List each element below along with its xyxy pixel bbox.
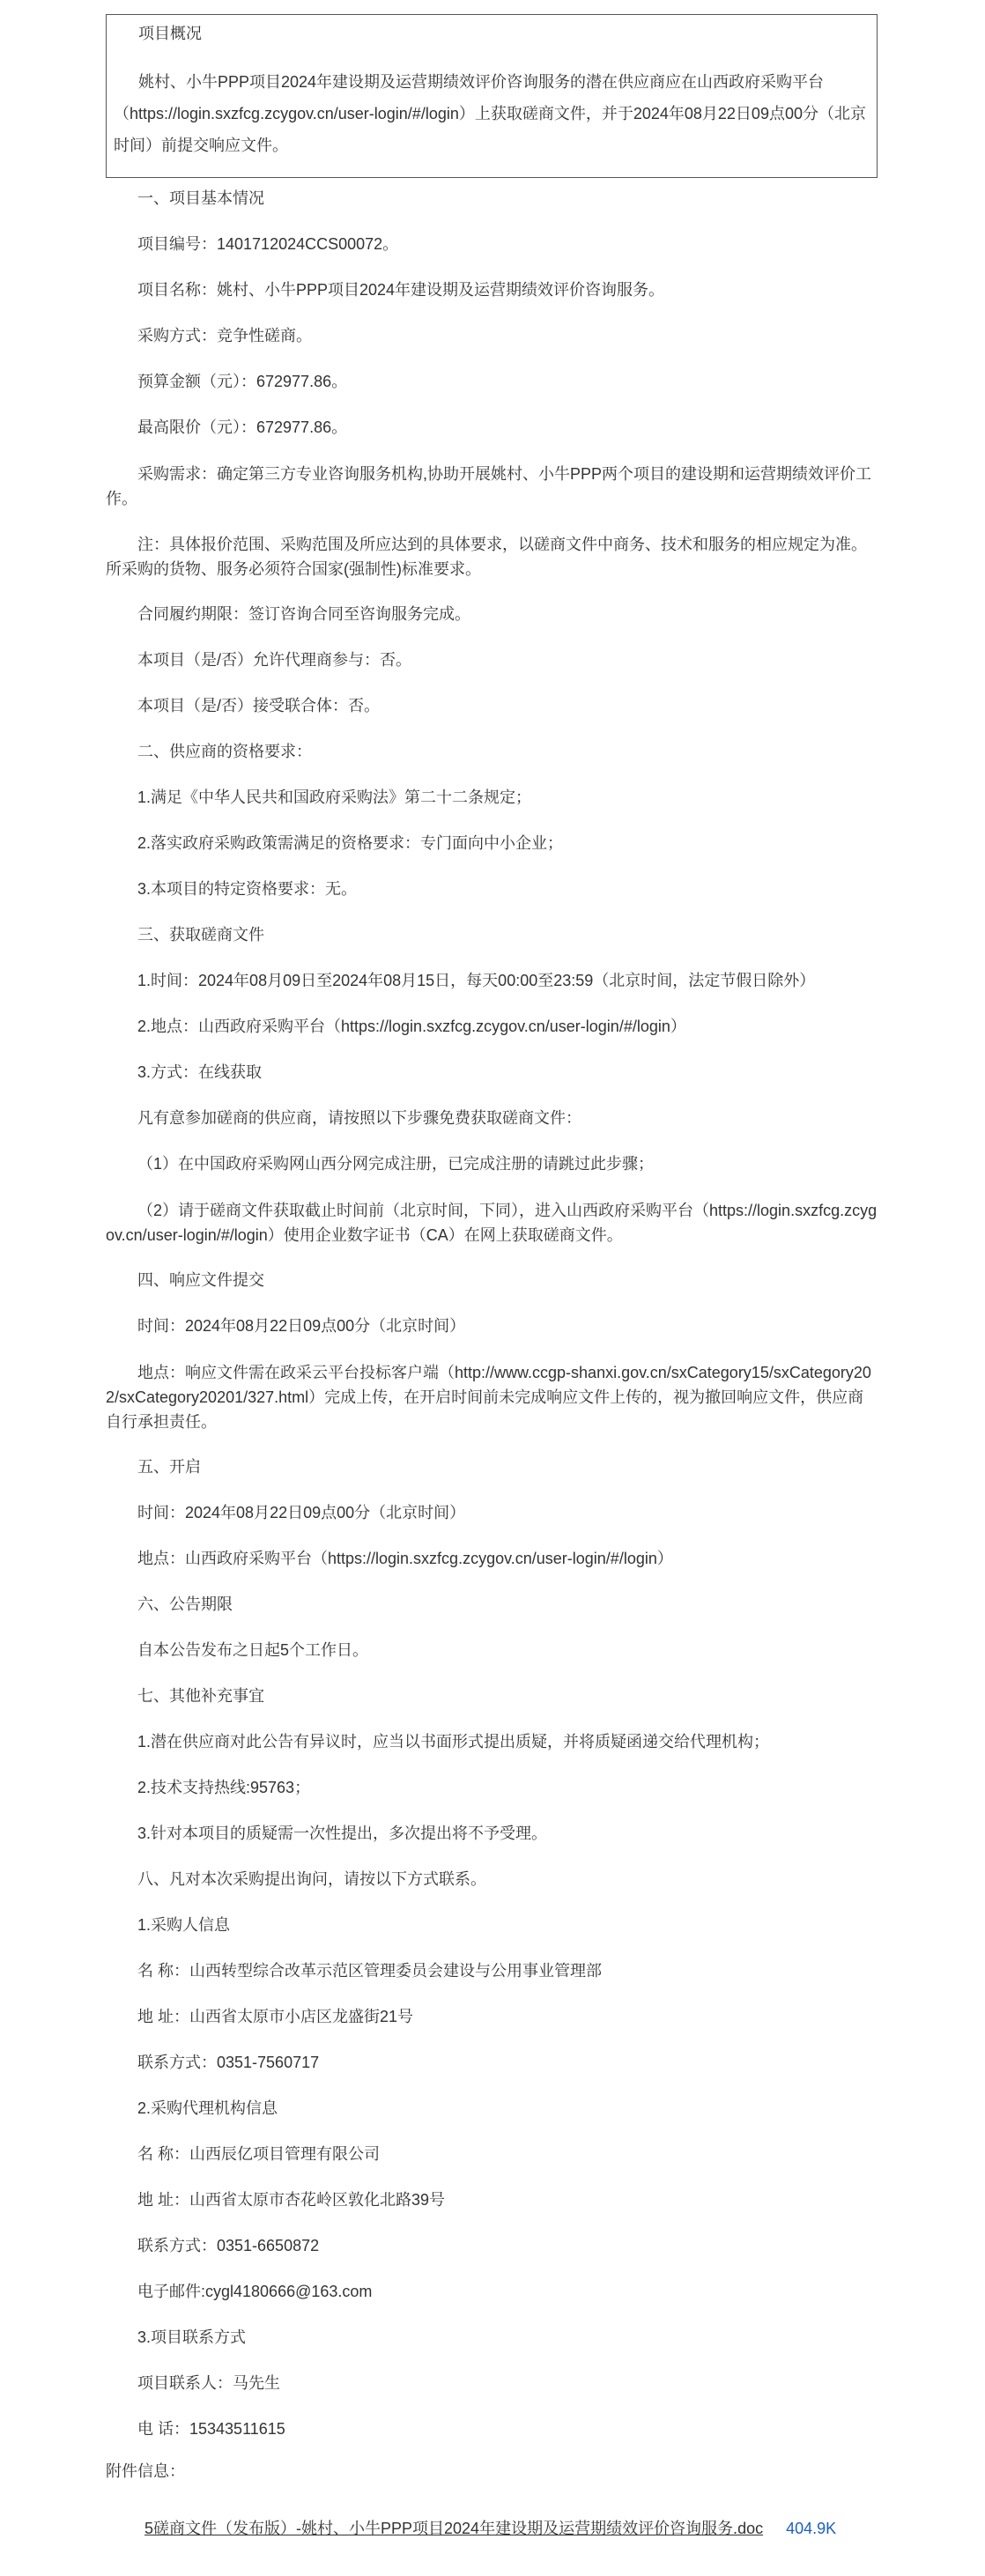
agency-heading: 2.采购代理机构信息 (137, 2099, 278, 2117)
attachment-size: 404.9K (786, 2520, 837, 2537)
purchaser-name: 名 称：山西转型综合改革示范区管理委员会建设与公用事业管理部 (137, 1962, 602, 1980)
attachment-row (144, 2516, 836, 2541)
project-contact-heading: 3.项目联系方式 (137, 2328, 247, 2346)
section-heading-other: 七、其他补充事宜 (137, 1687, 264, 1705)
section-heading-obtain-docs: 三、获取磋商文件 (137, 926, 264, 944)
budget-amount: 预算金额（元）：672977.86。 (137, 373, 348, 390)
max-price: 最高限价（元）：672977.86。 (137, 418, 348, 436)
project-number: 项目编号：1401712024CCS00072。 (137, 235, 399, 253)
agency-name: 名 称：山西辰亿项目管理有限公司 (137, 2145, 380, 2163)
obtain-location: 2.地点：山西政府采购平台（https://login.sxzfcg.zcygov.cn/user-login/#/login） (137, 1018, 686, 1035)
submission-location: 地点：响应文件需在政采云平台投标客户端（http://www.ccgp-shanxi.gov.cn/sxCategory15/sxCategory202/sxCategory20201/327.html）完成上传，在开启时间前未完成响应文件上传的，视为撤回响应文件，供应商自行承担责任。 (106, 1364, 871, 1431)
qualification-2: 2.落实政府采购政策需满足的资格要求：专门面向中小企业； (137, 834, 564, 852)
opening-time: 时间：2024年08月22日09点00分（北京时间） (137, 1504, 466, 1521)
agent-allowed: 本项目（是/否）允许代理商参与：否。 (137, 651, 411, 669)
section-heading-opening: 五、开启 (137, 1458, 201, 1476)
attachment-download-link[interactable]: 5磋商文件（发布版）-姚村、小牛PPP项目2024年建设期及运营期绩效评价咨询服务.doc (144, 2520, 764, 2537)
requirement-note: 注：具体报价范围、采购范围及所应达到的具体要求，以磋商文件中商务、技术和服务的相应规定为准。所采购的货物、服务必须符合国家(强制性)标准要求。 (106, 536, 867, 578)
obtain-step-1: （1）在中国政府采购网山西分网完成注册，已完成注册的请跳过此步骤； (137, 1155, 655, 1173)
announcement-body (106, 183, 878, 2460)
purchaser-phone: 联系方式：0351-7560717 (137, 2054, 320, 2071)
procurement-method: 采购方式：竞争性磋商。 (137, 327, 312, 344)
obtain-step-2: （2）请于磋商文件获取截止时间前（北京时间，下同），进入山西政府采购平台（https://login.sxzfcg.zcygov.cn/user-login/#/login）使用企业数字证书（CA）在网上获取磋商文件。 (106, 1202, 878, 1244)
consortium-allowed: 本项目（是/否）接受联合体：否。 (137, 697, 380, 714)
submission-time: 时间：2024年08月22日09点00分（北京时间） (137, 1317, 466, 1335)
procurement-requirement: 采购需求：确定第三方专业咨询服务机构,协助开展姚村、小牛PPP两个项目的建设期和运营期绩效评价工作。 (106, 465, 872, 507)
agency-address: 地 址：山西省太原市杏花岭区敦化北路39号 (137, 2191, 446, 2209)
project-contact-person: 项目联系人：马先生 (137, 2374, 280, 2392)
section-heading-submission: 四、响应文件提交 (137, 1271, 264, 1289)
purchaser-address: 地 址：山西省太原市小店区龙盛街21号 (137, 2008, 414, 2025)
attachment-label: 附件信息： (106, 2462, 185, 2480)
other-1: 1.潜在供应商对此公告有异议时，应当以书面形式提出质疑，并将质疑函递交给代理机构； (137, 1733, 770, 1751)
other-3: 3.针对本项目的质疑需一次性提出，多次提出将不予受理。 (137, 1825, 548, 1842)
obtain-method: 3.方式：在线获取 (137, 1063, 263, 1081)
purchaser-heading: 1.采购人信息 (137, 1916, 231, 1934)
opening-location: 地点：山西政府采购平台（https://login.sxzfcg.zcygov.cn/user-login/#/login） (137, 1550, 673, 1567)
agency-phone: 联系方式：0351-6650872 (137, 2237, 320, 2254)
section-heading-qualification: 二、供应商的资格要求： (137, 743, 312, 760)
overview-title: 项目概况 (138, 25, 202, 42)
other-2: 2.技术支持热线:95763； (137, 1779, 311, 1796)
contract-period: 合同履约期限：签订咨询合同至咨询服务完成。 (137, 605, 470, 623)
overview-text: 姚村、小牛PPP项目2024年建设期及运营期绩效评价咨询服务的潜在供应商应在山西政府采购平台（https://login.sxzfcg.zcygov.cn/user-login/#/login）上获取磋商文件，并于2024年08月22日09点00分（北京时间）前提交响应文件。 (114, 73, 866, 154)
section-heading-basic-info: 一、项目基本情况 (137, 189, 264, 207)
obtain-time: 1.时间：2024年08月09日至2024年08月15日，每天00:00至23:59（北京时间，法定节假日除外） (137, 972, 816, 989)
agency-email: 电子邮件:cygl4180666@163.com (137, 2283, 373, 2300)
project-contact-phone: 电 话：15343511615 (137, 2420, 285, 2438)
section-heading-notice-period: 六、公告期限 (137, 1595, 233, 1613)
obtain-steps-intro: 凡有意参加磋商的供应商，请按照以下步骤免费获取磋商文件： (137, 1109, 581, 1127)
project-overview-box (106, 14, 878, 178)
qualification-3: 3.本项目的特定资格要求：无。 (137, 880, 358, 898)
qualification-1: 1.满足《中华人民共和国政府采购法》第二十二条规定； (137, 788, 532, 806)
project-name: 项目名称：姚村、小牛PPP项目2024年建设期及运营期绩效评价咨询服务。 (137, 281, 665, 299)
notice-period: 自本公告发布之日起5个工作日。 (137, 1641, 369, 1659)
section-heading-contact: 八、凡对本次采购提出询问，请按以下方式联系。 (137, 1870, 486, 1888)
